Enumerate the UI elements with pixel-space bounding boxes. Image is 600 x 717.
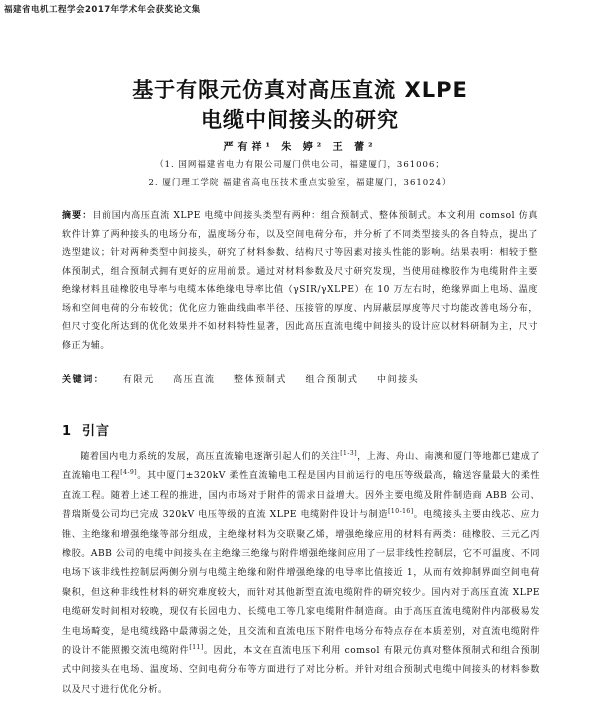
keywords [62,372,538,385]
section-title: 引言 [82,424,111,439]
body-text-run: ，上海、舟山、南澳和厦门等地都已建成了直流输电工程 [62,452,540,482]
section-number: 1 [62,424,73,439]
section-heading [62,420,110,439]
abstract [62,207,538,355]
keyword: 高压直流 [173,375,216,385]
affiliation-2: 2. 厦门理工学院 福建省高电压技术重点实验室，福建厦门，361024） [148,178,452,188]
running-header: 福建省电机工程学会2017年学术年会获奖论文集 [4,5,201,15]
keyword: 组合预制式 [305,375,359,385]
body-text-run: 随着国内电力系统的发展，高压直流输电逐渐引起人们的关注 [80,452,341,462]
keyword: 整体预制式 [234,375,288,385]
keywords-label: 关键词： [62,375,105,385]
paper-title-line-2: 电缆中间接头的研究 [201,108,399,132]
author-list: 严有祥¹ 朱 婷² 王 蕾² [223,142,377,153]
keyword: 有限元 [122,375,155,385]
paper-title-line-1: 基于有限元仿真对高压直流 XLPE [132,78,468,102]
body-text-run: 。因此，本文在直流电压下利用 comsol 有限元仿真对整体预制式和组合预制式中间接头在电场、温度场、空间电荷分布等方面进行了对比分析。并针对组合预制式电缆中间接头的材料参数以及尺寸进行优化分析。 [62,646,540,695]
citation: [1-3] [340,449,358,457]
affiliation-1: （1. 国网福建省电力有限公司厦门供电公司，福建厦门，361006； [155,160,445,170]
keyword: 中间接头 [377,375,420,385]
citation: [11] [189,644,204,652]
body-text-run: 。其中厦门±320kV 柔性直流输电工程是国内目前运行的电压等级最高，输送容量最大的柔性直流工程。随着上述工程的推进，国内市场对于附件的需求日益增大。因外主要电缆及附件制造商 ABB 公司、普瑞斯曼公司均已完成 320kV 电压等级的直流 XLPE 电缆附件设计与制造 [62,471,540,521]
citation: [10-16] [388,508,414,516]
abstract-text: 目前国内高压直流 XLPE 电缆中间接头类型有两种：组合预制式、整体预制式。本文利用 comsol 仿真软件计算了两种接头的电场分布，温度场分布，以及空间电荷分布，并分析了不同类型接头的各自特点，提出了选型建议；针对两种类型中间接头，研究了材料参数、结构尺寸等因素对接头性能的影响。结果表明：相较于整体预制式，组合预制式拥有更好的应用前景。通过对材料参数及尺寸研究发现，当使用硅橡胶作为电缆附件主要绝缘材料且硅橡胶电导率与电缆本体绝缘电导率比值（γSIR/γXLPE）在 10 万左右时，绝缘界面上电场、温度场和空间电荷的分布较优；优化应力锥曲线曲率半径、压接管的厚度、内屏蔽层厚度等尺寸均能改善电场分布，但尺寸变化所达到的优化效果并不如材料特性显著，因此高压直流电缆中间接头的设计应以材料研制为主，尺寸修正为辅。 [62,211,538,351]
body-text-run: 。电缆接头主要由线芯、应力锥、主绝缘和增强绝缘等部分组成，主绝缘材料为交联聚乙烯，增强绝缘应用的材料有两类：硅橡胶、三元乙丙橡胶。ABB 公司的电缆中间接头在主绝缘三绝缘与附件增强绝缘间应用了一层非线性控制层，它不可温度、不同电场下该非线性控制层两侧分别与电缆主绝缘和附件增强绝缘的电导率比值接近 1，从而有效抑制界面空间电荷聚积，但这种非线性材料的研究难度较大，而针对其他新型直流电缆附件的研究较少。国内对于高压直流 XLPE 电缆研发时间相对较晚，现仅有长园电力、长缆电工等几家电缆附件制造商。由于高压直流电缆附件内部极易发生电场畸变，是电缆线路中最薄弱之处，且交流和直流电压下附件电场分布特点存在本质差别，对直流电缆附件的设计不能照搬交流电缆附件 [62,510,540,657]
abstract-label: 摘要： [62,211,93,221]
citation: [4-9] [120,469,138,477]
body-paragraph [62,448,540,700]
